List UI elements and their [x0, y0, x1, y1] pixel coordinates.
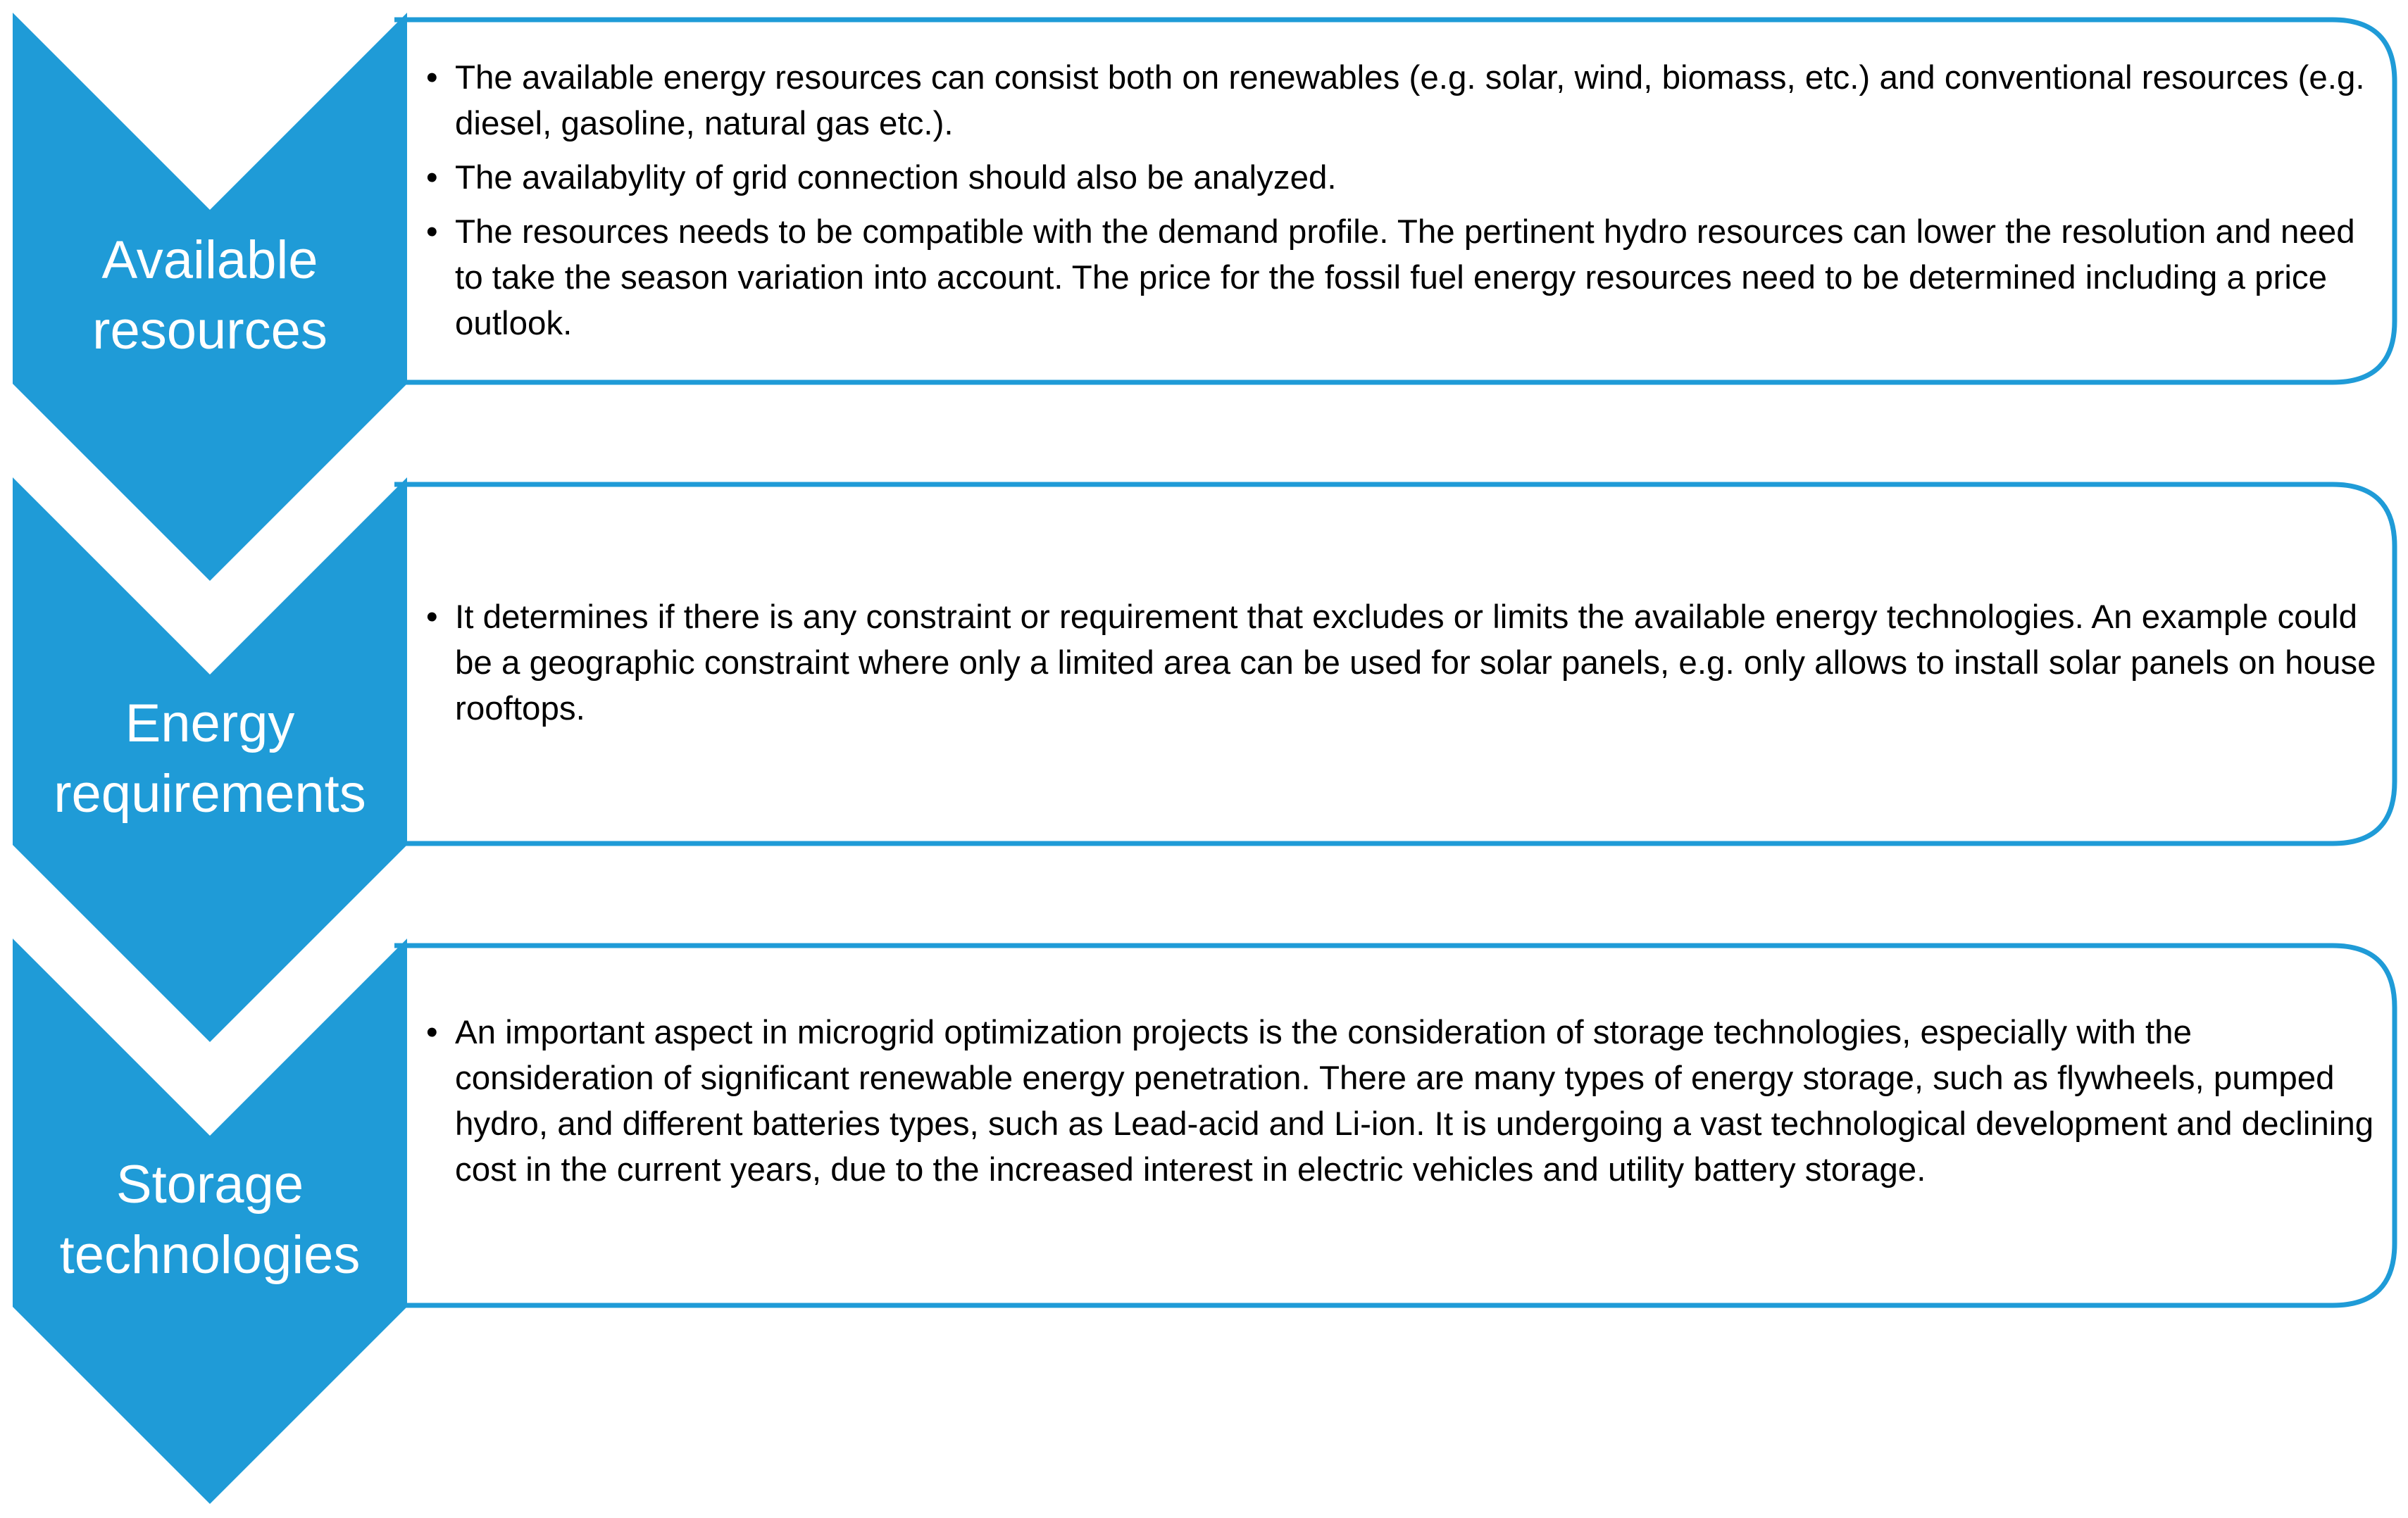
- bullet-icon: •: [426, 159, 438, 196]
- stage-3-label: [13, 1150, 407, 1291]
- bullet-item: [426, 155, 2391, 201]
- bullet-item: [426, 1010, 2391, 1193]
- bullet-icon: •: [426, 1014, 438, 1051]
- bullet-text: The availabylity of grid connection should also be analyzed.: [455, 159, 1337, 196]
- stage-1-label: [13, 225, 407, 366]
- stage-2-description: [426, 594, 2391, 740]
- stage-2-label: [13, 689, 407, 829]
- stage-2-label-line2: requirements: [54, 764, 366, 824]
- bullet-icon: •: [426, 598, 438, 636]
- bullet-text: An important aspect in microgrid optimization projects is the consideration of storage technologies, especially with the consideration of significant renewable energy penetration. There are many types of energy storage, such as flywheels, pumped hydro, and different batteries types, such as Lead-acid and Li-ion. It is undergoing a vast technological development and declining cost in the current years, due to the increased interest in electric vehicles and utility battery storage.: [455, 1014, 2374, 1188]
- stage-3-label-line1: Storage: [116, 1155, 304, 1215]
- bullet-item: [426, 55, 2391, 146]
- stage-1-label-line2: resources: [92, 301, 327, 360]
- bullet-icon: •: [426, 213, 438, 251]
- stage-1-description: [426, 55, 2391, 355]
- stage-1-label-line1: Available: [101, 230, 318, 290]
- bullet-item: [426, 209, 2391, 346]
- bullet-text: It determines if there is any constraint or requirement that excludes or limits the available energy technologies. An example could be a geographic constraint where only a limited area can be used for solar panels, e.g. only allows to install solar panels on house rooftops.: [455, 598, 2376, 727]
- stage-3-label-line2: technologies: [59, 1225, 361, 1285]
- bullet-icon: •: [426, 59, 438, 96]
- bullet-text: The available energy resources can consist both on renewables (e.g. solar, wind, biomass, etc.) and conventional resources (e.g. diesel, gasoline, natural gas etc.).: [455, 59, 2365, 142]
- bullet-text: The resources needs to be compatible with the demand profile. The pertinent hydro resources can lower the resolution and need to take the season variation into account. The price for the fossil fuel energy resources need to be determined including a price outlook.: [455, 213, 2355, 342]
- stage-2-label-line1: Energy: [125, 694, 295, 753]
- stage-3-description: [426, 1010, 2391, 1201]
- bullet-item: [426, 594, 2391, 732]
